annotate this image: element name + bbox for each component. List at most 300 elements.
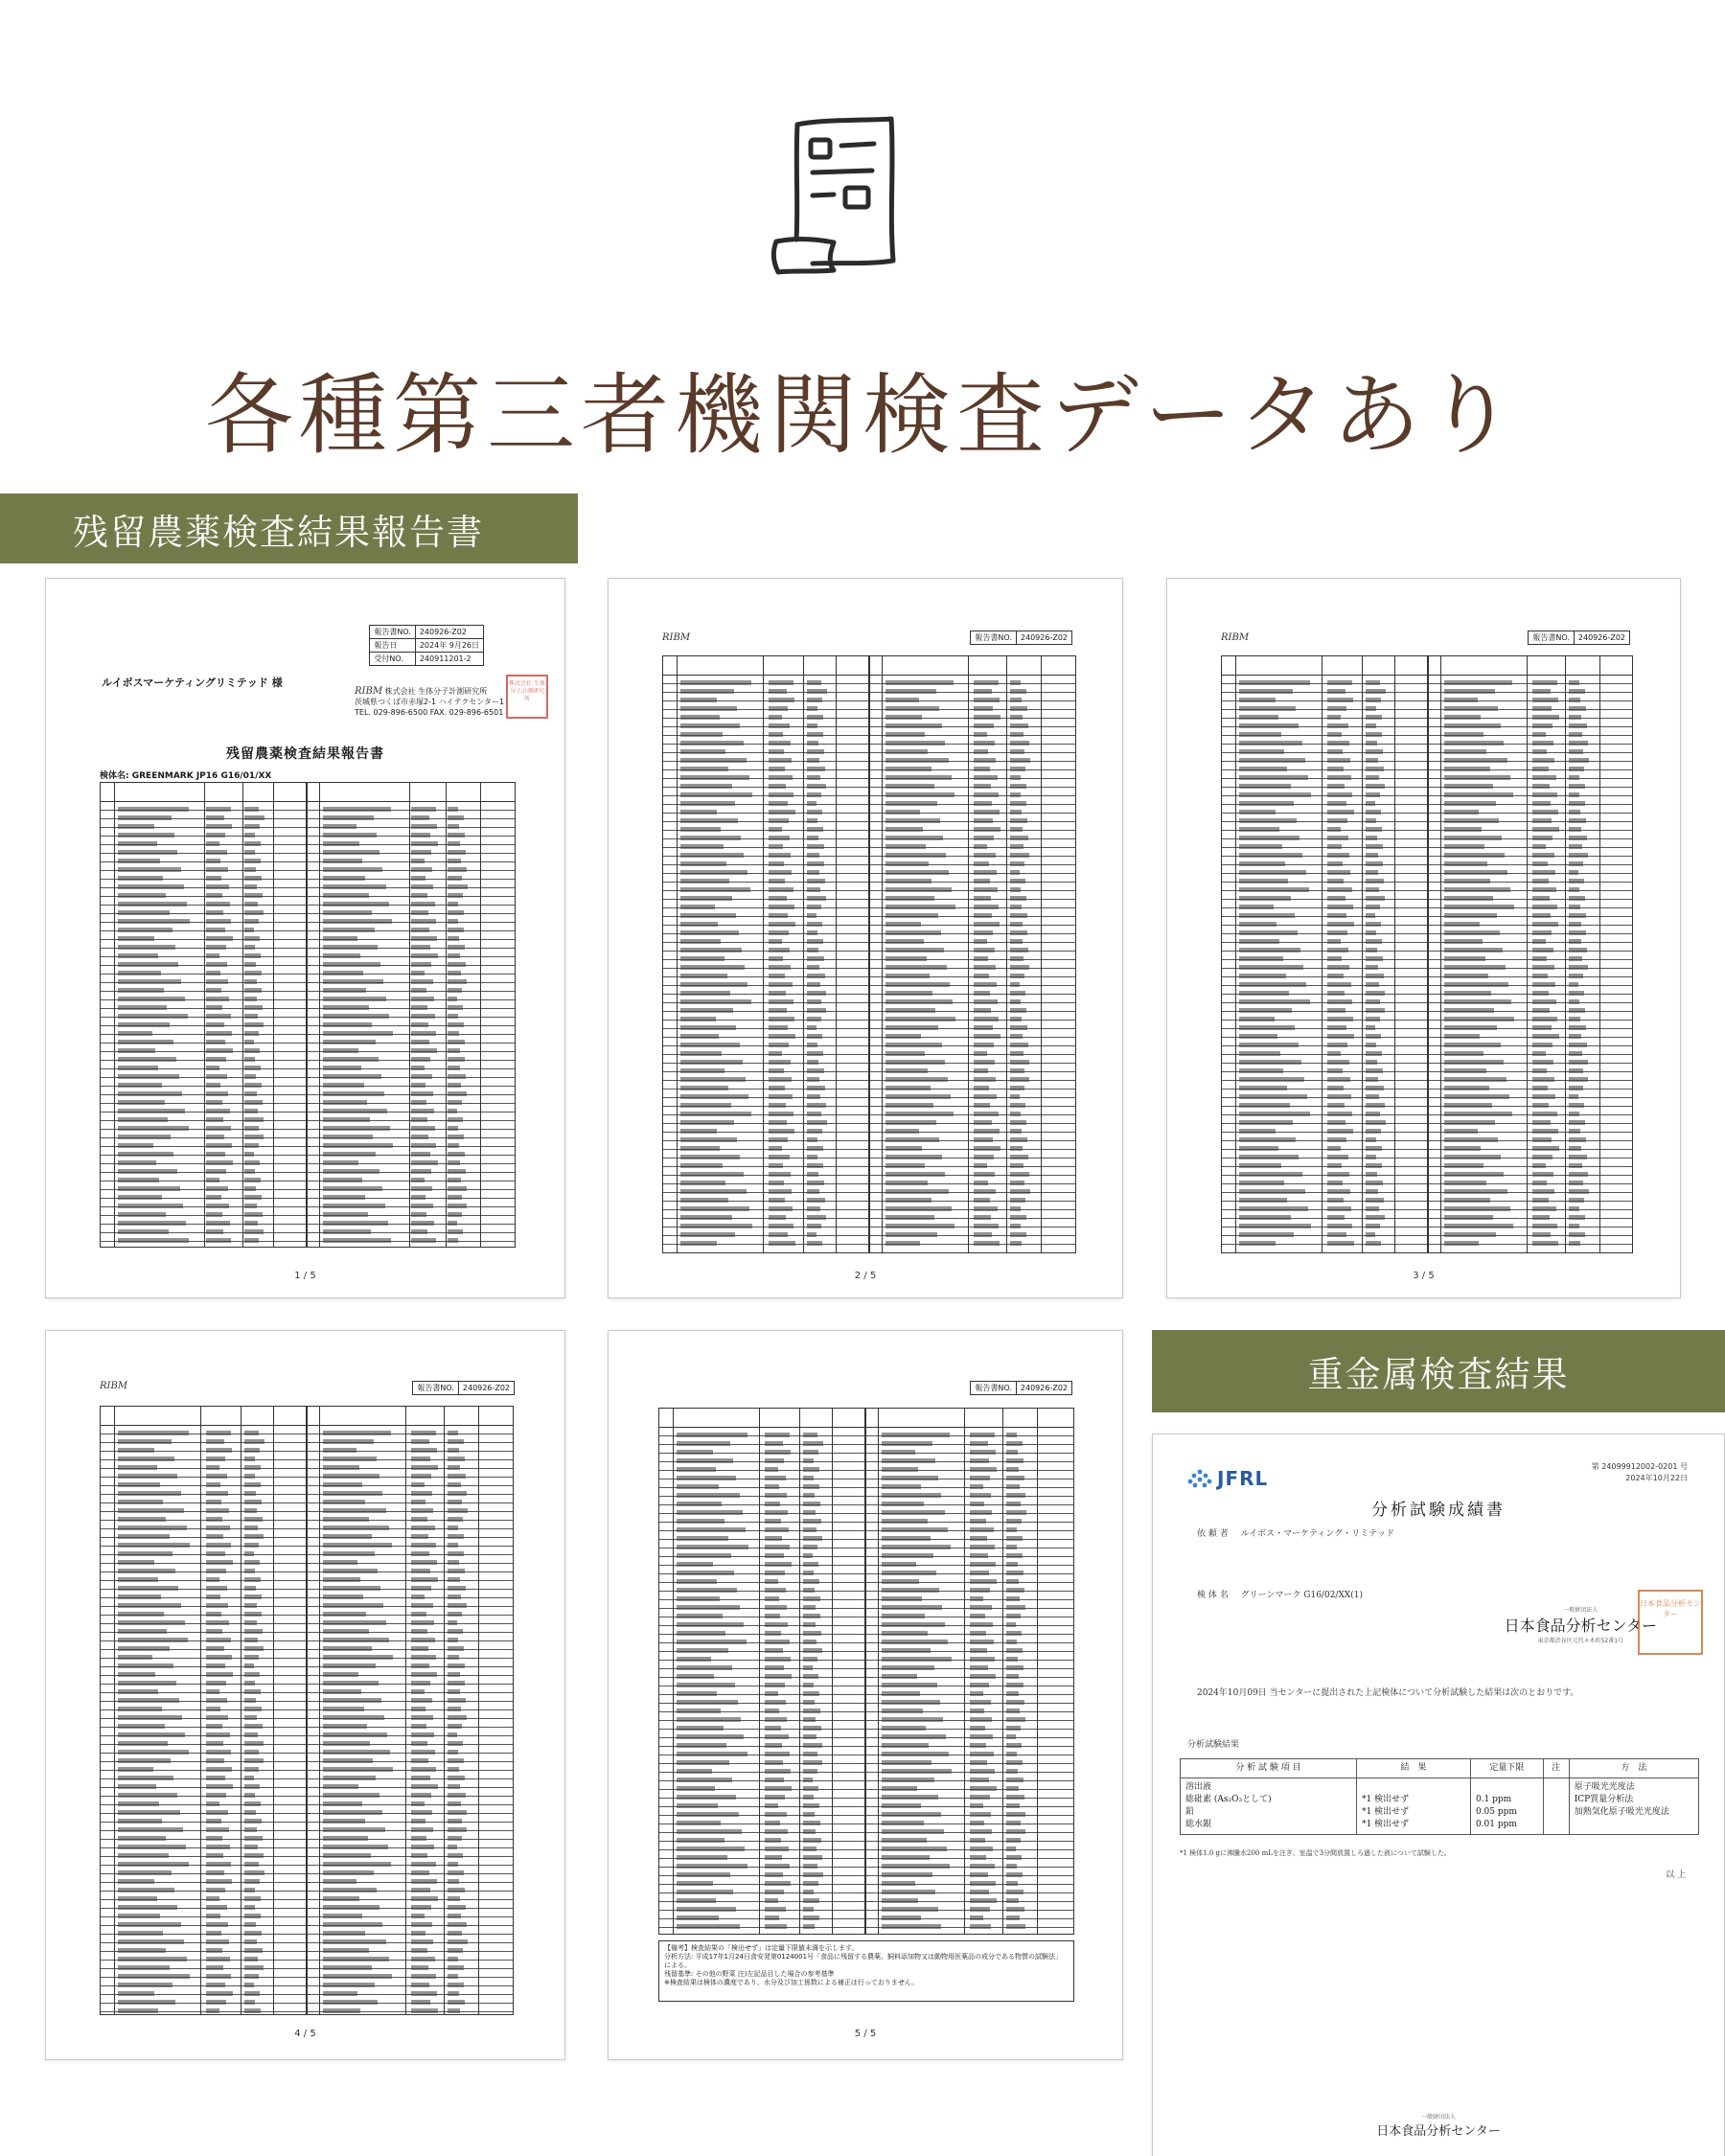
receipt-label: 受付NO.: [370, 653, 416, 666]
table-cell-text: [807, 775, 820, 780]
table-cell-text: [970, 1665, 988, 1670]
table-cell-text: [1444, 1103, 1492, 1108]
table-cell-text: [448, 1238, 458, 1243]
table-cell-text: [886, 698, 919, 702]
table-cell-text: [974, 948, 995, 952]
table-cell-text: [323, 1439, 374, 1444]
table-cell-text: [1444, 1051, 1484, 1056]
table-cell-text: [803, 1881, 818, 1886]
table-cell-text: [970, 1769, 995, 1774]
table-cell-text: [323, 979, 383, 984]
table-cell-text: [244, 1005, 263, 1010]
table-cell-text: [411, 1543, 436, 1548]
table-cell-text: [769, 905, 794, 909]
table-cell-text: [803, 1665, 813, 1670]
table-cell-text: [769, 723, 790, 728]
table-cell-text: [1327, 861, 1343, 866]
table-cell-text: [807, 930, 817, 935]
table-cell-text: [206, 1074, 227, 1079]
table-cell-text: [769, 1103, 786, 1108]
table-cell-text: [769, 1051, 782, 1056]
table-cell-text: [1006, 1493, 1025, 1498]
table-cell-text: [448, 1879, 459, 1884]
table-cell-text: [1239, 1206, 1308, 1211]
table-cell-text: [206, 1186, 228, 1191]
table-cell-text: [886, 861, 929, 866]
table-cell-text: [1327, 1224, 1352, 1228]
table-cell-text: [970, 1890, 989, 1894]
table-cell-text: [1327, 1120, 1346, 1125]
table-cell-text: [1010, 1112, 1021, 1116]
table-cell-text: [411, 1715, 433, 1720]
table-cell-text: [411, 867, 432, 872]
table-cell-text: [769, 775, 793, 780]
table-cell-text: [765, 1709, 779, 1713]
table-cell-text: [244, 1845, 258, 1849]
table-cell-text: [1366, 1068, 1383, 1073]
table-cell-text: [882, 1665, 934, 1670]
table-cell-text: [882, 1924, 941, 1929]
table-cell-text: [677, 1519, 724, 1524]
footnote-mark: 1: [1366, 1820, 1372, 1829]
table-cell-text: [680, 1224, 752, 1228]
table-cell-text: [680, 1181, 725, 1185]
table-cell-text: [1239, 870, 1306, 875]
table-cell-text: [411, 807, 436, 812]
table-cell-text: [448, 1698, 466, 1703]
table-cell-text: [807, 999, 821, 1004]
item-name: 総砒素: [1185, 1795, 1212, 1804]
table-cell-text: [323, 1204, 385, 1208]
table-cell-text: [1366, 1137, 1376, 1142]
table-cell-text: [1239, 801, 1294, 806]
table-cell-text: [206, 1465, 219, 1470]
table-cell-text: [1010, 861, 1024, 866]
table-cell-text: [1006, 1778, 1024, 1782]
table-cell-text: [1239, 827, 1279, 832]
table-cell-text: [1532, 853, 1554, 858]
table-cell-text: [1006, 1640, 1017, 1644]
table-cell-text: [1327, 1146, 1341, 1151]
table-cell-text: [1010, 810, 1022, 814]
table-cell-text: [323, 1014, 389, 1019]
table-cell-text: [1532, 1137, 1552, 1142]
table-cell-text: [1366, 715, 1382, 720]
table-cell-text: [244, 2000, 255, 2005]
table-cell-text: [974, 1008, 991, 1013]
table-cell-text: [974, 999, 998, 1004]
table-cell-text: [244, 1534, 264, 1539]
table-cell-text: [411, 1534, 428, 1539]
table-cell-text: [1010, 827, 1023, 832]
table-cell-text: [1327, 715, 1341, 720]
table-cell-text: [244, 1117, 264, 1122]
table-cell-text: [765, 1631, 781, 1636]
table-cell-text: [323, 971, 363, 975]
table-cell-text: [1532, 1163, 1546, 1168]
table-cell-text: [769, 991, 786, 996]
table-cell-text: [206, 1569, 226, 1573]
table-cell-text: [882, 1493, 941, 1498]
table-cell-text: [803, 1683, 814, 1687]
table-cell-text: [970, 1458, 989, 1463]
table-cell-text: [244, 867, 256, 872]
table-cell-text: [882, 1700, 940, 1705]
table-cell-text: [974, 982, 997, 987]
table-cell-text: [680, 1146, 720, 1151]
table-cell-text: [970, 1778, 989, 1782]
table-cell-text: [118, 953, 158, 958]
table-cell-text: [244, 1793, 255, 1798]
table-cell-text: [803, 1700, 815, 1705]
table-cell-text: [244, 1991, 260, 1996]
table-cell-text: [448, 997, 457, 1001]
table-cell-text: [206, 1810, 228, 1815]
table-cell-text: [1569, 698, 1580, 702]
table-cell-text: [680, 706, 737, 711]
table-cell-text: [807, 1077, 819, 1082]
table-cell-text: [206, 1135, 224, 1139]
table-cell-text: [118, 945, 175, 950]
table-cell-text: [1444, 689, 1495, 694]
table-cell-text: [765, 1579, 778, 1584]
table-cell-text: [206, 1238, 231, 1243]
table-cell-text: [970, 1726, 985, 1731]
pesticide-table: [662, 655, 1076, 1253]
table-cell-text: [1006, 1622, 1016, 1627]
table-cell-text: [118, 1827, 183, 1832]
table-cell-text: [680, 741, 744, 745]
table-cell-text: [206, 1922, 228, 1927]
issuer-name: 日本食品分析センター: [1504, 1617, 1657, 1635]
table-cell-text: [1239, 974, 1286, 978]
pesticide-report-banner-label: 残留農薬検査結果報告書: [73, 511, 484, 553]
table-cell-text: [769, 1224, 794, 1228]
table-cell-text: [448, 2008, 460, 2013]
table-cell-text: [769, 922, 795, 927]
table-cell-text: [1532, 991, 1549, 996]
table-cell-text: [1006, 1700, 1024, 1705]
table-cell-text: [677, 1898, 716, 1903]
table-cell-text: [411, 859, 425, 863]
table-cell-text: [1327, 1198, 1344, 1203]
table-cell-text: [1239, 1077, 1304, 1082]
table-cell-text: [323, 1698, 381, 1703]
table-cell-text: [244, 1014, 258, 1019]
table-cell-text: [206, 1767, 232, 1772]
table-cell-text: [1366, 913, 1375, 918]
table-cell-text: [244, 1543, 259, 1548]
table-cell-text: [1444, 1043, 1501, 1047]
table-cell-text: [448, 1431, 458, 1435]
pesticide-table: [658, 1408, 1074, 1935]
table-cell-text: [244, 1819, 262, 1823]
table-cell-text: [1569, 723, 1587, 728]
table-cell-text: [323, 1586, 380, 1591]
table-cell-text: [244, 1482, 261, 1487]
table-cell-text: [680, 956, 724, 961]
lab-logo: RIBM: [1221, 632, 1250, 643]
table-cell-text: [323, 910, 372, 915]
table-cell-text: [974, 861, 989, 866]
table-cell-text: [448, 1135, 464, 1139]
table-cell-text: [1444, 1172, 1504, 1177]
table-cell-text: [118, 1974, 190, 1979]
table-cell-text: [974, 913, 992, 918]
table-cell-text: [448, 1031, 459, 1036]
table-cell-text: [244, 815, 264, 820]
table-cell-text: [1569, 1189, 1589, 1194]
table-cell-text: [118, 1586, 178, 1591]
table-cell-text: [680, 767, 728, 771]
table-cell-text: [1366, 1206, 1379, 1211]
table-cell-text: [677, 1915, 719, 1920]
table-cell-text: [206, 988, 221, 993]
table-cell-text: [244, 1431, 259, 1435]
table-cell-text: [886, 818, 940, 823]
table-cell-text: [765, 1864, 790, 1869]
table-cell-text: [244, 1612, 262, 1617]
table-cell-text: [1327, 827, 1341, 832]
table-cell-text: [886, 1137, 939, 1142]
table-cell-text: [970, 1717, 992, 1722]
table-cell-text: [882, 1579, 919, 1584]
table-cell-text: [244, 936, 260, 941]
table-cell-text: [1010, 1008, 1026, 1013]
table-cell-text: [323, 1569, 378, 1573]
table-cell-text: [118, 1500, 163, 1504]
item-name: 総水銀: [1185, 1820, 1212, 1829]
table-cell-text: [680, 758, 747, 763]
table-cell-text: [244, 1672, 260, 1677]
table-cell-text: [448, 1957, 458, 1961]
table-cell-text: [1532, 1017, 1557, 1021]
table-cell-text: [1444, 1094, 1509, 1099]
table-cell-text: [677, 1596, 720, 1601]
table-cell-text: [323, 1663, 376, 1668]
table-cell-text: [677, 1709, 721, 1713]
table-cell-text: [323, 1931, 365, 1936]
table-cell-text: [448, 1525, 458, 1530]
table-cell-text: [448, 1014, 458, 1019]
table-cell-text: [970, 1605, 992, 1610]
table-cell-text: [323, 1057, 379, 1062]
table-cell-text: [323, 1238, 391, 1243]
table-cell-text: [448, 1005, 463, 1010]
footnote: *1 検体1.0 gに沸騰水200 mLを注ぎ、室温で3分間放置しろ過した液について試験した。: [1180, 1849, 1451, 1857]
table-cell-text: [680, 991, 730, 996]
table-cell-text: [206, 824, 232, 829]
table-cell-text: [411, 1083, 426, 1088]
table-cell-text: [118, 1646, 170, 1651]
table-cell-text: [807, 1043, 817, 1047]
table-cell-text: [886, 1043, 942, 1047]
table-cell-text: [1569, 1215, 1585, 1220]
table-cell-text: [206, 859, 220, 863]
table-cell-text: [411, 1135, 428, 1139]
table-cell-text: [411, 1491, 432, 1496]
table-cell-text: [1532, 706, 1552, 711]
table-cell-text: [323, 1186, 382, 1191]
table-header-row: [1181, 1759, 1699, 1778]
table-cell-text: [1327, 767, 1344, 771]
table-cell-text: [677, 1648, 728, 1653]
table-cell-text: [206, 1195, 221, 1200]
table-cell-text: [244, 1922, 256, 1927]
table-cell-text: [765, 1821, 780, 1825]
table-cell-text: [411, 1931, 426, 1936]
table-cell-text: [882, 1450, 915, 1455]
table-cell-text: [411, 1100, 426, 1105]
table-cell-text: [1010, 1094, 1020, 1099]
table-cell-text: [411, 1212, 426, 1217]
table-cell-text: [1532, 887, 1556, 892]
table-cell-text: [807, 982, 820, 987]
table-cell-text: [1327, 1215, 1345, 1220]
table-cell-text: [1366, 879, 1384, 883]
table-cell-text: [1239, 810, 1276, 814]
table-cell-text: [765, 1915, 779, 1920]
table-cell-text: [323, 1784, 358, 1789]
table-cell-text: [765, 1640, 790, 1644]
table-cell-text: [1010, 1051, 1024, 1056]
table-cell-text: [803, 1743, 822, 1748]
table-cell-text: [448, 884, 468, 889]
table-cell-text: [1006, 1458, 1024, 1463]
table-cell-text: [1532, 1077, 1554, 1082]
table-cell-text: [411, 1939, 433, 1944]
table-cell-text: [1239, 1051, 1280, 1056]
table-cell-text: [1010, 844, 1024, 849]
table-cell-text: [1010, 922, 1023, 927]
table-cell-text: [970, 1614, 985, 1618]
table-cell-text: [448, 1456, 465, 1461]
table-cell-text: [411, 1066, 425, 1070]
table-cell-text: [677, 1527, 746, 1532]
table-cell-text: [1366, 723, 1376, 728]
table-cell-text: [886, 680, 954, 685]
table-cell-text: [1366, 1215, 1385, 1220]
table-cell-text: [1006, 1838, 1021, 1843]
table-cell-text: [680, 732, 723, 737]
table-cell-text: [1569, 887, 1579, 892]
table-cell-text: [118, 1629, 167, 1634]
table-cell-text: [118, 893, 166, 898]
document-scroll-icon: [767, 107, 910, 280]
table-cell-text: [411, 1741, 427, 1746]
table-cell-text: [1006, 1743, 1022, 1748]
table-cell-text: [323, 1974, 392, 1979]
note-line: 分析方法: 平成17年1月24日食安発第0124001号「食品に残留する農薬、飼料添加物又は動物用医薬品の成分である物質の試験法」による。: [664, 1953, 1063, 1969]
table-cell-text: [974, 827, 1000, 832]
table-cell-text: [882, 1476, 938, 1480]
table-cell-text: [769, 1112, 794, 1116]
table-cell-text: [1366, 896, 1385, 901]
table-cell-text: [1006, 1596, 1020, 1601]
table-cell-text: [1532, 1034, 1559, 1039]
table-cell-text: [680, 1025, 736, 1030]
table-cell-text: [1532, 844, 1546, 849]
table-cell-text: [206, 1681, 226, 1686]
table-cell-text: [886, 1163, 925, 1168]
table-cell-text: [1444, 870, 1507, 875]
table-cell-text: [323, 1862, 391, 1867]
table-cell-text: [886, 1146, 922, 1151]
pesticide-table: [100, 1406, 514, 2015]
table-cell-text: [1327, 1068, 1343, 1073]
table-cell-text: [206, 1491, 228, 1496]
table-cell-text: [1569, 1077, 1588, 1082]
table-cell-text: [206, 945, 226, 950]
table-cell-text: [1006, 1821, 1021, 1825]
table-cell-text: [1444, 1215, 1493, 1220]
table-cell-text: [886, 853, 946, 858]
table-cell-text: [411, 1221, 434, 1226]
table-cell-text: [677, 1838, 724, 1843]
table-cell-text: [807, 801, 816, 806]
table-cell-text: [411, 1724, 426, 1729]
table-cell-text: [680, 1017, 716, 1021]
table-cell-text: [118, 1896, 157, 1901]
table-cell-text: [411, 1031, 436, 1036]
table-cell-text: [1327, 758, 1350, 763]
table-cell-text: [323, 1100, 367, 1105]
table-cell-text: [1010, 1146, 1023, 1151]
table-cell-text: [1366, 1103, 1385, 1108]
table-cell-text: [244, 1896, 261, 1901]
table-cell-text: [807, 861, 824, 866]
table-cell-text: [1010, 784, 1026, 789]
table-cell-text: [448, 1577, 460, 1582]
table-cell-text: [1532, 1094, 1555, 1099]
table-cell-text: [765, 1527, 789, 1532]
table-cell-text: [1569, 1172, 1588, 1177]
table-cell-text: [677, 1476, 736, 1480]
table-cell-text: [1239, 767, 1287, 771]
table-cell-text: [118, 1109, 185, 1113]
table-cell-text: [1239, 1224, 1311, 1228]
client-name: ルイボス・マーケティング・リミテッド: [1240, 1529, 1395, 1539]
table-cell-text: [677, 1553, 731, 1558]
table-cell-text: [677, 1881, 713, 1886]
table-cell-text: [886, 1008, 935, 1013]
table-cell-text: [118, 1117, 168, 1122]
table-cell-text: [244, 1456, 255, 1461]
table-cell-text: [323, 1801, 362, 1806]
table-cell-text: [1327, 1077, 1350, 1082]
table-cell-text: [769, 965, 791, 970]
table-cell-text: [411, 1603, 433, 1608]
table-cell-text: [411, 936, 437, 941]
table-cell-text: [244, 1474, 255, 1479]
item-name: 鉛: [1185, 1807, 1195, 1817]
table-cell-text: [448, 1810, 467, 1815]
lab-seal-text: 株式会社 生体分子計測研究所: [509, 680, 545, 702]
table-cell-text: [803, 1545, 817, 1549]
table-cell-text: [680, 896, 732, 901]
table-cell-text: [1327, 1189, 1350, 1194]
table-cell-text: [411, 1689, 425, 1694]
table-cell-text: [882, 1640, 948, 1644]
report-no: 240926-Z02: [1016, 1382, 1071, 1395]
table-cell-text: [974, 939, 987, 944]
table-cell-text: [1569, 1060, 1588, 1065]
cert-no: 第 24099912002-0201 号: [1591, 1462, 1688, 1471]
table-cell-text: [206, 1474, 227, 1479]
table-cell-text: [769, 818, 789, 823]
table-cell-text: [244, 1939, 257, 1944]
jfrl-logo: [1187, 1467, 1268, 1490]
